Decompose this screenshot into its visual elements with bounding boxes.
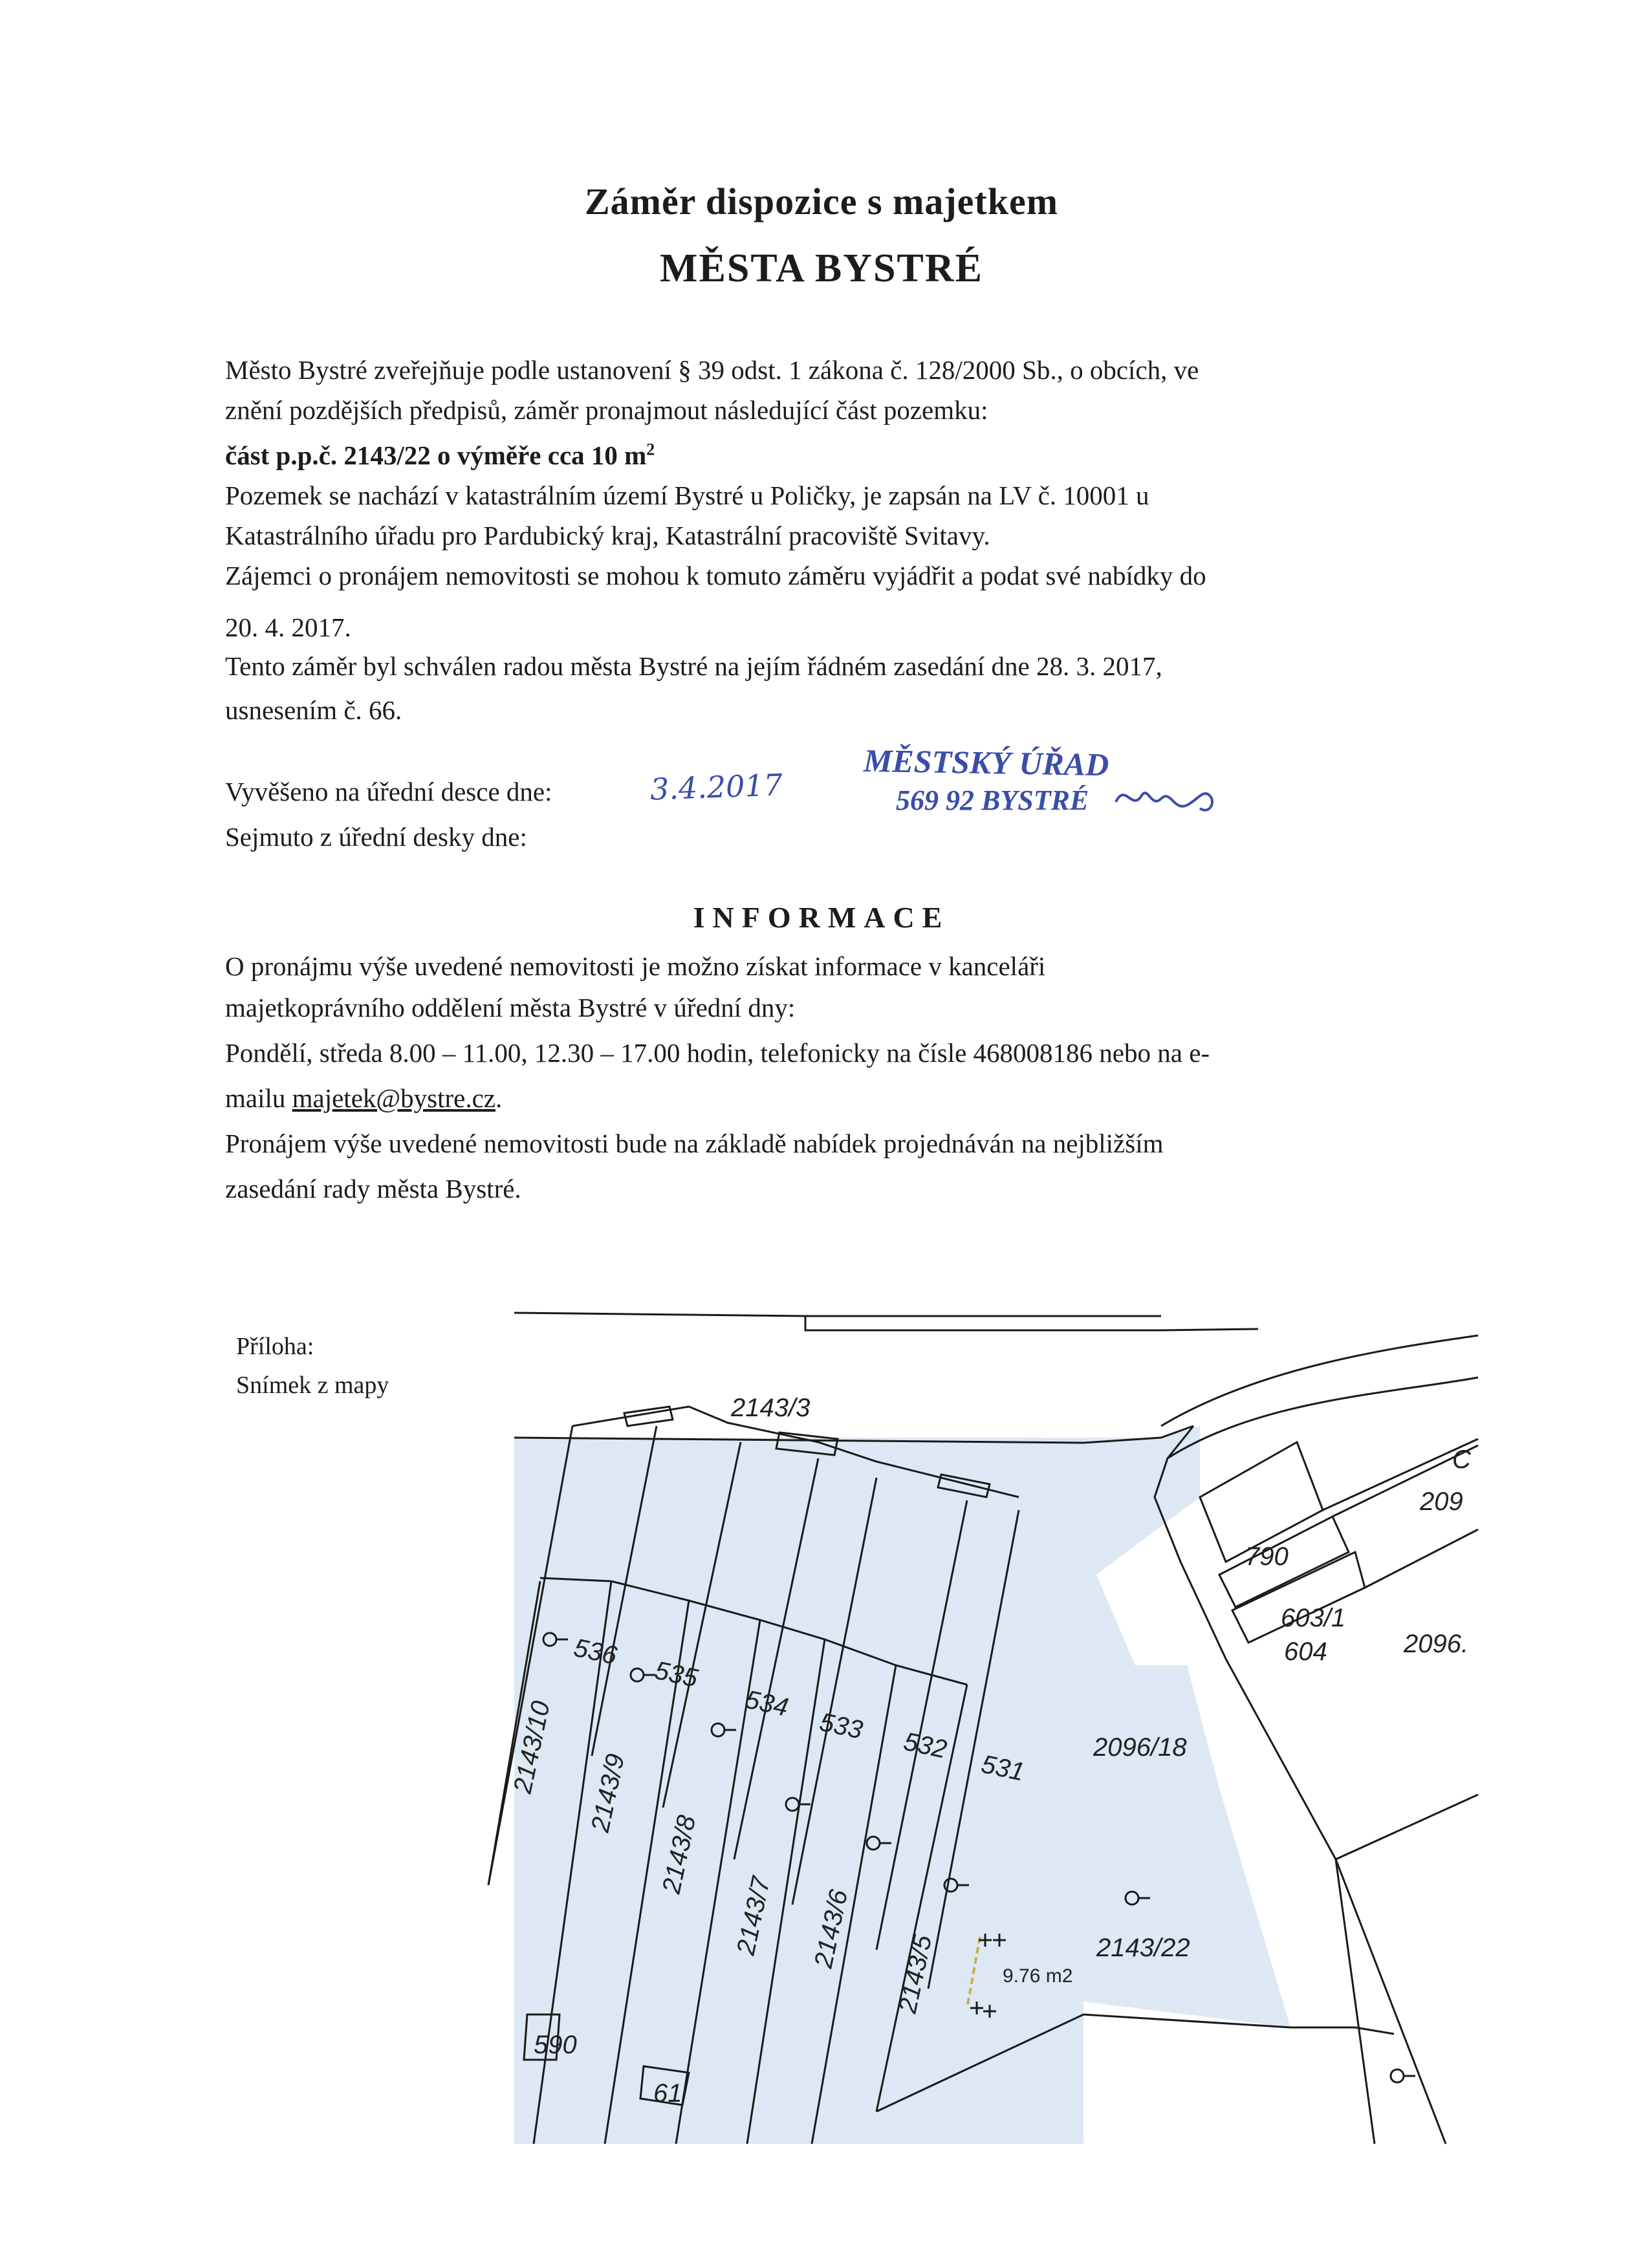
map-label-790: 790 — [1245, 1542, 1289, 1571]
attachment-description: Snímek z mapy — [236, 1372, 389, 1399]
removed-label: Sejmuto z úřední desky dne: — [225, 822, 527, 852]
document-title: Záměr dispozice s majetkem — [584, 180, 1059, 222]
body-line: Pozemek se nachází v katastrálním území Bystré u Poličky, je zapsán na LV č. 10001 u — [225, 481, 1149, 510]
map-label-535: 535 — [652, 1656, 701, 1693]
parcel-superscript: 2 — [646, 440, 655, 459]
info-heading: INFORMACE — [693, 901, 950, 934]
body-line: Zájemci o pronájem nemovitosti se mohou k tomuto záměru vyjádřit a podat své nabídky do — [225, 561, 1206, 590]
map-label-531: 531 — [979, 1749, 1027, 1787]
map-label-2143-8: 2143/8 — [657, 1813, 702, 1896]
map-label-c: C — [1452, 1445, 1471, 1474]
parcel-text: část p.p.č. 2143/22 o výměře cca 10 m — [225, 440, 647, 470]
body-line: znění pozdějších předpisů, záměr pronajmout následující část pozemku: — [225, 395, 988, 425]
cadastral-map — [508, 1303, 1478, 2144]
info-line: Pondělí, středa 8.00 – 11.00, 12.30 – 17.00 hodin, telefonicky na čísle 468008186 nebo na e- — [225, 1038, 1210, 1068]
map-label-2096-18: 2096/18 — [1093, 1733, 1187, 1762]
info-line: zasedání rady města Bystré. — [225, 1174, 521, 1204]
map-label-area: 9.76 m2 — [1003, 1965, 1073, 1987]
body-line: usnesením č. 66. — [225, 695, 402, 725]
map-label-534: 534 — [743, 1685, 791, 1722]
posted-label: Vyvěšeno na úřední desce dne: — [225, 777, 552, 806]
map-label-604: 604 — [1284, 1637, 1327, 1666]
info-line: O pronájmu výše uvedené nemovitosti je možno získat informace v kanceláři — [225, 951, 1046, 981]
body-line: Město Bystré zveřejňuje podle ustanovení § 39 odst. 1 zákona č. 128/2000 Sb., o obcích, ve — [225, 355, 1199, 385]
document-subtitle: MĚSTA BYSTRÉ — [659, 246, 984, 290]
body-line: 20. 4. 2017. — [225, 612, 351, 642]
signature-icon — [1113, 776, 1223, 821]
info-line-email — [225, 1083, 502, 1114]
map-label-2143-5: 2143/5 — [893, 1932, 938, 2016]
posted-date-handwritten: 3.4.2017 — [649, 767, 783, 807]
map-label-2143-10: 2143/10 — [508, 1698, 556, 1796]
map-label-road: 2143/3 — [731, 1394, 811, 1422]
body-line: Katastrálního úřadu pro Pardubický kraj, Katastrální pracoviště Svitavy. — [225, 521, 990, 550]
office-stamp-line2: 569 92 BYSTRÉ — [896, 784, 1089, 816]
map-label-536: 536 — [571, 1633, 620, 1670]
parcel-line — [225, 440, 655, 471]
map-label-2143-7: 2143/7 — [731, 1874, 776, 1958]
map-label-61: 61 — [653, 2079, 682, 2108]
email-suffix: . — [495, 1083, 503, 1113]
map-label-2096: 2096. — [1404, 1630, 1469, 1658]
info-line: Pronájem výše uvedené nemovitosti bude na základě nabídek projednáván na nejbližším — [225, 1129, 1164, 1158]
map-label-590: 590 — [534, 2031, 577, 2059]
email-link[interactable]: majetek@bystre.cz — [292, 1083, 495, 1113]
map-label-533: 533 — [817, 1707, 865, 1745]
map-label-532: 532 — [901, 1727, 950, 1764]
attachment-label: Příloha: — [236, 1333, 314, 1360]
map-label-2143-22: 2143/22 — [1096, 1934, 1190, 1962]
map-label-2143-6: 2143/6 — [809, 1887, 854, 1971]
body-line: Tento záměr byl schválen radou města Bystré na jejím řádném zasedání dne 28. 3. 2017, — [225, 651, 1162, 681]
info-line: majetkoprávního oddělení města Bystré v úřední dny: — [225, 993, 796, 1022]
office-stamp-line1: MĚSTSKÝ ÚŘAD — [863, 742, 1109, 783]
map-label-603: 603/1 — [1281, 1604, 1346, 1632]
map-label-2143-9: 2143/9 — [585, 1751, 631, 1835]
map-highlight-area — [514, 1426, 1290, 2144]
email-prefix: mailu — [225, 1083, 292, 1113]
map-label-209: 209 — [1420, 1487, 1463, 1516]
